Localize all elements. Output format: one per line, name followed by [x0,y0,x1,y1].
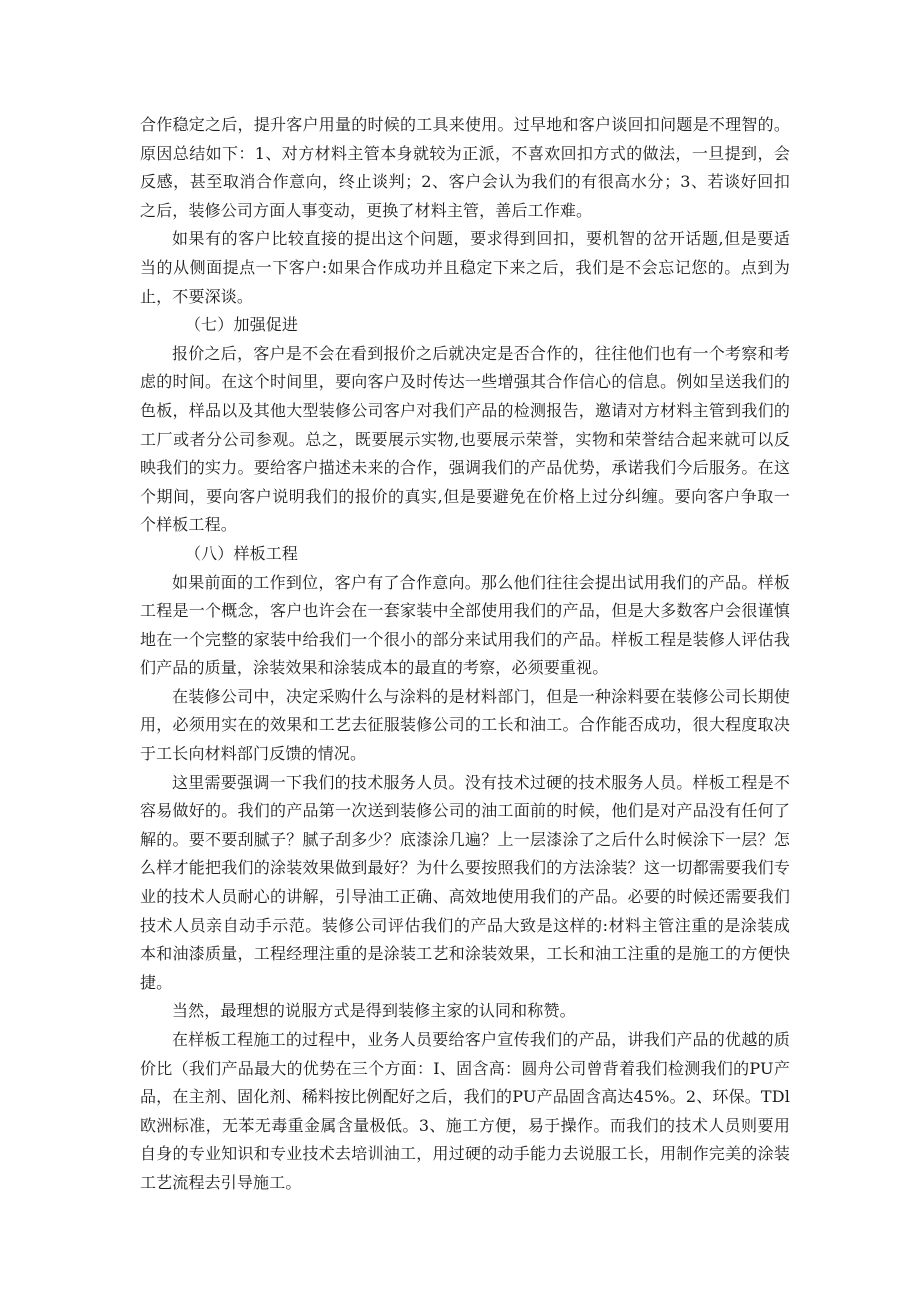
paragraph-sample-project-concept: 如果前面的工作到位，客户有了合作意向。那么他们往往会提出试用我们的产品。样板工程是一个概念，客户也许会在一套家装中全部使用我们的产品，但是大多数客户会很谨慎地在一个完整的家装中给我们一个很小的部分来试用我们的产品。样板工程是装修人评估我们产品的质量，涂装效果和涂装成本的最直的考察，必须要重视。 [140,572,790,678]
paragraph-rebate-reasons: 合作稳定之后，提升客户用量的时候的工具来使用。过早地和客户谈回扣问题是不理智的。原因总结如下：1、对方材料主管本身就较为正派，不喜欢回扣方式的做法，一旦提到，会反感，甚至取消合作意向，终止谈判；2、客户会认为我们的有很高水分；3、若谈好回扣之后，装修公司方面人事变动，更换了材料主管，善后工作难。 [140,115,790,220]
document-page [140,111,790,1198]
section-heading-strengthen-promotion: （七）加强促进 [185,315,299,335]
paragraph-technical-service: 这里需要强调一下我们的技术服务人员。没有技术过硬的技术服务人员。样板工程是不容易做好的。我们的产品第一次送到装修公司的油工面前的时候，他们是对产品没有任何了解的。要不要刮腻子？腻子刮多少？底漆涂几遍？上一层漆涂了之后什么时候涂下一层？怎么样才能把我们的涂装效果做到最好？为什么要按照我们的方法涂装？这一切都需要我们专业的技术人员耐心的讲解，引导油工正确、高效地使用我们的产品。必要的时候还需要我们技术人员亲自动手示范。装修公司评估我们的产品大致是这样的:材料主管注重的是涂装成本和油漆质量，工程经理注重的是涂装工艺和涂装效果，工长和油工注重的是施工的方便快捷。 [140,772,790,992]
paragraph-rebate-response: 如果有的客户比较直接的提出这个问题，要求得到回扣，要机智的岔开话题,但是要适当的从侧面提点一下客户:如果合作成功并且稳定下来之后，我们是不会忘记您的。点到为止，不要深谈。 [140,229,790,306]
paragraph-product-advantages: 在样板工程施工的过程中，业务人员要给客户宣传我们的产品，讲我们产品的优越的质价比（我们产品最大的优势在三个方面：I、固含高：圆舟公司曾背着我们检测我们的PU产品，在主剂、固化剂、稀料按比例配好之后，我们的PU产品固含高达45%。2、环保。TDl欧洲标准，无苯无毒重金属含量极低。3、施工方便，易于操作。而我们的技术人员则要用自身的专业知识和专业技术去培训油工，用过硬的动手能力去说服工长，用制作完美的涂装工艺流程去引导施工。 [140,1030,790,1192]
paragraph-after-quotation: 报价之后，客户是不会在看到报价之后就决定是否合作的，往往他们也有一个考察和考虑的时间。在这个时间里，要向客户及时传达一些增强其合作信心的信息。例如呈送我们的色板，样品以及其他大型装修公司客户对我们产品的检测报告，邀请对方材料主管到我们的工厂或者分公司参观。总之，既要展示实物,也要展示荣誉，实物和荣誉结合起来就可以反映我们的实力。要给客户描述未来的合作，强调我们的产品优势，承诺我们今后服务。在这个期间，要向客户说明我们的报价的真实,但是要避免在价格上过分纠缠。要向客户争取一个样板工程。 [140,343,790,535]
section-heading-sample-project: （八）样板工程 [185,543,299,563]
paragraph-ideal-persuasion: 当然，最理想的说服方式是得到装修主家的认同和称赞。 [172,1001,576,1021]
paragraph-material-department: 在装修公司中，决定采购什么与涂料的是材料部门，但是一种涂料要在装修公司长期使用，必须用实在的效果和工艺去征服装修公司的工长和油工。合作能否成功，很大程度取决于工长向材料部门反馈的情况。 [140,686,790,764]
